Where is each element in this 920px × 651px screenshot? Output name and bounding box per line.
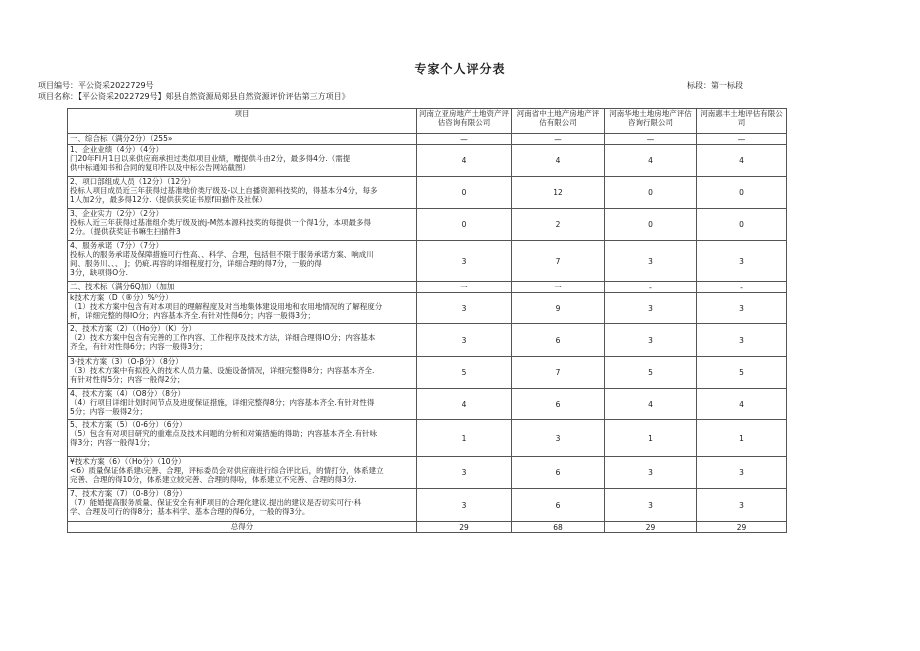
criterion-text: 3、企业实力（2分）（2分） 投标人近三年获得过基准组介类厅级及嵌j-M然本源科技奖的每提供一个得1分，本项最多得 2分。（提供获奖证书嘛生扫描件3 <box>68 209 417 241</box>
table-row <box>68 282 787 293</box>
score-cell: 3 <box>417 241 512 282</box>
score-cell: 5 <box>605 357 697 389</box>
score-cell: 0 <box>697 177 787 209</box>
score-cell: 3 <box>605 489 697 522</box>
score-cell: 5 <box>697 357 787 389</box>
score-cell: 1 <box>417 420 512 457</box>
item-column-header: 项目 <box>68 109 417 134</box>
score-cell: — <box>605 134 697 145</box>
company-column-header: 河南省中土地产房地产评估有限公司 <box>512 109 605 134</box>
criterion-text: 2、项口部组成人员（12分）（12分） 投标人项目成员近三年获得过基准地价类厅级及-以上自播资源科技奖的，得基本分4分，每多 1人加2分，最多得12分.（提供获奖证书原f田描件及社保） <box>68 177 417 209</box>
table-row <box>68 389 787 420</box>
criterion-text: 二、技术标（满分6Q加）（加加 <box>68 282 417 293</box>
score-cell: 2 <box>512 209 605 241</box>
total-score-cell: 29 <box>697 522 787 533</box>
table-row <box>68 357 787 389</box>
score-cell: 3 <box>605 241 697 282</box>
score-cell: 9 <box>512 293 605 324</box>
score-cell: 0 <box>697 209 787 241</box>
score-cell: — <box>512 134 605 145</box>
table-row <box>68 420 787 457</box>
score-cell: 3 <box>697 324 787 357</box>
total-label: 总得分 <box>68 522 417 533</box>
score-cell: 3 <box>417 324 512 357</box>
score-cell: 6 <box>512 489 605 522</box>
company-column-header: 河南立亚房地产土地资产评估咨询有限公司 <box>417 109 512 134</box>
score-cell: - <box>605 282 697 293</box>
total-score-cell: 29 <box>417 522 512 533</box>
score-cell: 0 <box>605 177 697 209</box>
table-row <box>68 457 787 489</box>
score-cell: 4 <box>512 145 605 177</box>
score-cell: 12 <box>512 177 605 209</box>
total-score-cell: 68 <box>512 522 605 533</box>
page-title: 专家个人评分表 <box>414 62 506 76</box>
criterion-text: 4、服务承诺（7分）（7分） 投标人的服务承诺及保障措施可行性高、、科学、合理，包括但不限于服务承诺方案、响成川 间、服务川、、、 J；仍疵.再容的详细程度打分，详细合理的得7分，一般的得 3分，缺项得O分. <box>68 241 417 282</box>
company-column-header: 河南华地土地房地产评估咨询行限公司 <box>605 109 697 134</box>
criterion-text: ¥技术方案（6）（（Ho分）（10分） <6）质量保证体系建ι完善、合理，评标委员会对供应商进行综合评比后，的情打分，体系建立 完善、合理的得10分，体系建立较完善、合理的得吩，体系建立不完善、合理的得3分. <box>68 457 417 489</box>
score-cell: 4 <box>417 145 512 177</box>
score-cell: 4 <box>697 145 787 177</box>
criterion-text: 7、技术方案（7）（0-8分）（8分） （7）能婚提高服务质量、保证安全有利F项目的合理化建议.提出的建议是否切实可行·科 学、合理及可行的得8分；基本科学、基本合理的得6分，一般的得3分。 <box>68 489 417 522</box>
score-cell: 一 <box>417 282 512 293</box>
score-cell: 3 <box>697 489 787 522</box>
score-cell: — <box>417 134 512 145</box>
score-cell: 1 <box>697 420 787 457</box>
table-row <box>68 241 787 282</box>
score-cell: 3 <box>605 324 697 357</box>
score-cell: 3 <box>417 457 512 489</box>
table-header-row <box>68 109 787 134</box>
score-cell: 6 <box>512 457 605 489</box>
score-cell: 一 <box>512 282 605 293</box>
project-name: 项目名称：【平公资采2022729号】郏县自然资源局郏县自然资源评价评估第三方项目》 <box>38 92 350 101</box>
score-cell: 3 <box>417 489 512 522</box>
score-cell: 1 <box>605 420 697 457</box>
score-cell: 6 <box>512 389 605 420</box>
total-score-cell: 29 <box>605 522 697 533</box>
criterion-text: 一、综合标（满分2分）（255» <box>68 134 417 145</box>
score-cell: 3 <box>697 457 787 489</box>
score-cell: 3 <box>697 241 787 282</box>
score-cell: 4 <box>605 389 697 420</box>
project-number: 项目编号：平公资采2022729号 <box>38 81 154 90</box>
score-cell: 0 <box>605 209 697 241</box>
criterion-text: 2、技术方案（2）（（Ho分）（K）分） （2）技术方案中包含有完善的工作内容、工作程序及技术方法，详细合理得IO分；内容基本 齐全，有针对性得6分；内容一般得3分； <box>68 324 417 357</box>
score-cell: — <box>697 134 787 145</box>
scoring-table <box>67 108 787 533</box>
criterion-text: 5、技术方案（5）（0-6分）（6分） （5）包含有对项目研究的重难点及技术问题的分析和对策措施的得助；内容基本齐全.有针咏 得3分；内容一般得1分； <box>68 420 417 457</box>
score-cell: - <box>697 282 787 293</box>
score-cell: 0 <box>417 177 512 209</box>
score-cell: 7 <box>512 241 605 282</box>
score-cell: 4 <box>605 145 697 177</box>
score-cell: 4 <box>417 389 512 420</box>
criterion-text: k技术方案（D（®分）%⁰分） （1）技术方案中包含有对本项目的理解程度及对当地集体建设用地和农用地情况的了解程度分 析，详细完整的得IO分；内容基本齐全.有针对性得6分；内容一般得3分； <box>68 293 417 324</box>
criterion-text: 1、企业业绩（4分）（4分） 门20年FI月1日以来供应商承担过类似项目业绩，赠提供斗由2分，最多得4分.（需提 供中标通知书和合同的复印件以及中标公告网站截图） <box>68 145 417 177</box>
section-label: 标段：第一标段 <box>687 81 743 90</box>
score-cell: 3 <box>417 293 512 324</box>
table-row <box>68 324 787 357</box>
score-cell: 5 <box>417 357 512 389</box>
table-row <box>68 293 787 324</box>
score-cell: 3 <box>605 293 697 324</box>
criterion-text: 4、技术方案（4）（O8分）（8分） （4）行项目详细计划时间节点及进度保证措施，详细完整得8分；内容基本齐全.有针对性得 5分；内容一般得2分； <box>68 389 417 420</box>
score-cell: 3 <box>697 293 787 324</box>
score-cell: 3 <box>512 420 605 457</box>
score-cell: 4 <box>697 389 787 420</box>
score-cell: 7 <box>512 357 605 389</box>
table-row <box>68 134 787 145</box>
score-cell: 3 <box>605 457 697 489</box>
total-row <box>68 522 787 533</box>
criterion-text: 3·技术方案（3）（O-β分）（8分） （3）技术方案中有拟投入的技术人员力量、设施设备情况，详细完整得8分；内容基本齐全. 有针对性得5分；内容一般得2分； <box>68 357 417 389</box>
table-row <box>68 489 787 522</box>
table-row <box>68 177 787 209</box>
score-cell: 6 <box>512 324 605 357</box>
table-row <box>68 209 787 241</box>
company-column-header: 河南惠丰土地评估有限公司 <box>697 109 787 134</box>
table-row <box>68 145 787 177</box>
score-cell: 0 <box>417 209 512 241</box>
